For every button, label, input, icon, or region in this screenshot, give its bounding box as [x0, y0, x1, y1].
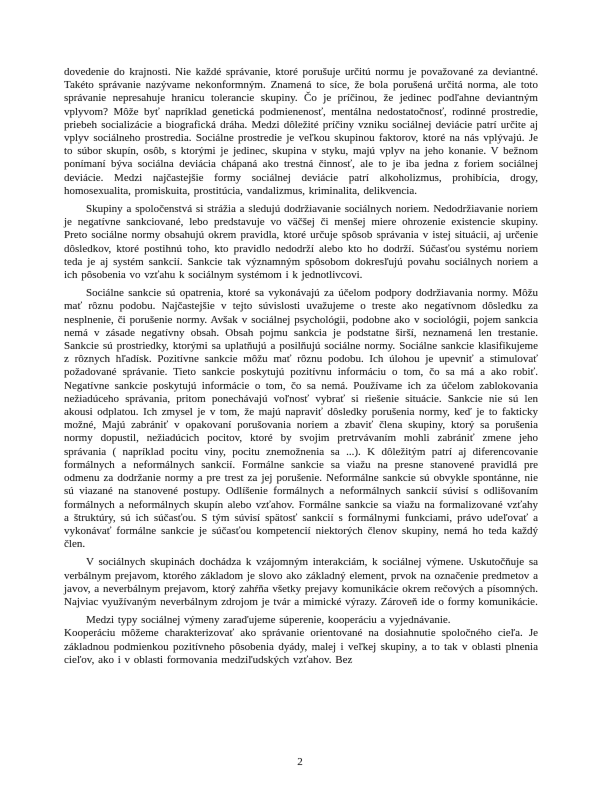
paragraph: Kooperáciu môžeme charakterizovať ako správanie orientované na dosiahnutie spoločného cieľa. Je základnou podmienkou pozitívneho pôsobenia dyády, malej i veľkej skupiny, a to tak v oblasti plnenia cieľov, ako i v oblasti formovania medziľudských vzťahov. Bez	[64, 627, 538, 666]
page-number: 2	[297, 756, 303, 768]
paragraph: Skupiny a spoločenstvá si strážia a sledujú dodržiavanie sociálnych noriem. Nedodržiavanie noriem je negatívne sankciované, lebo predstavuje vo väčšej či menšej miere ohrozenie existencie skupiny. Preto sociálne normy obsahujú okrem pravidla, ktoré určuje spôsob správania v istej situácii, aj určenie dôsledkov, ktoré postihnú toho, kto pravidlo nedodrží alebo kto ho dodrží. Súčasťou systému noriem teda je aj systém sankcií. Sankcie tak významným spôsobom dokresľujú povahu sociálnych noriem a ich pôsobenia vo vzťahu k sociálnym systémom i k jednotlivcovi.	[64, 203, 538, 282]
paragraph: Medzi typy sociálnej výmeny zaraďujeme súperenie, kooperáciu a vyjednávanie.	[86, 614, 451, 627]
paragraph: Sociálne sankcie sú opatrenia, ktoré sa vykonávajú za účelom podpory dodržiavania normy. Môžu mať rôznu podobu. Najčastejšie v tejto súvislosti uvažujeme o treste ako negatívnom dôsledku za nesplnenie, či porušenie normy. Avšak v sociálnej psychológii, podobne ako v sociológii, pojem sankcia nemá v zásade negatívny obsah. Obsah pojmu sankcia je podstatne širší, neznamená len trestanie. Sankcie sú prostriedky, ktorými sa uplatňujú a posilňujú sociálne normy. Sociálne sankcie klasifikujeme z rôznych hľadísk. Pozitívne sankcie môžu mať rôznu podobu. Ich úlohou je upevniť a stimulovať požadované správanie. Tieto sankcie poskytujú pozitívnu informáciu o tom, čo sa má a ako robiť. Negatívne sankcie poskytujú informácie o tom, čo sa nemá. Používame ich za účelom zablokovania nežiadúceho správania, pritom ponechávajú voľnosť vybrať si riešenie situácie. Sankcie nie sú len akousi odplatou. Ich zmysel je v tom, že majú napraviť dôsledky porušenia normy, keď je to fakticky možné, Majú zabrániť v opakovaní porušovania noriem a zbaviť člena skupiny, ktorý sa porušenia normy dopustil, nežiadúcich pocitov, ktoré by svojim pretrvávaním mohli zabrániť zmene jeho správania ( napríklad pocitu viny, pocitu znemožnenia sa ...). K dôležitým patrí aj diferencovanie formálnych a neformálnych sankcií. Formálne sankcie sa viažu na presne stanovené pravidlá pre odmenu za dodržanie normy a pre trest za jej porušenie. Neformálne sankcie sú obvykle spontánne, nie sú viazané na stanovené postupy. Odlíšenie formálnych a neformálnych sankcií súvisí s odlišovaním formálnych a neformálnych skupín alebo vzťahov. Formálne sankcie sa viažu na formalizované vzťahy a štruktúry, sú ich súčasťou. S tým súvisí spätosť sankcií s formálnymi funkciami, právo udeľovať a vykonávať formálne sankcie je súčasťou kompetencií niektorých členov skupiny, nemá ho teda každý člen.	[64, 287, 538, 551]
paragraph: V sociálnych skupinách dochádza k vzájomným interakciám, k sociálnej výmene. Uskutočňuje sa verbálnym prejavom, ktorého základom je slovo ako základný element, prvok na označenie predmetov a javov, a neverbálnym prejavom, ktorý zahŕňa všetky prejavy komunikácie okrem rečových a písomných. Najviac využívaným neverbálnym zdrojom je tvár a mimické výrazy. Zároveň ide o formy komunikácie.	[64, 556, 538, 608]
page-body	[64, 66, 538, 667]
paragraph: dovedenie do krajnosti. Nie každé správanie, ktoré porušuje určitú normu je považované za deviantné. Takéto správanie nazývame nekonformným. Znamená to síce, že bola porušená určitá norma, ale toto správanie nepresahuje hranicu tolerancie skupiny. Čo je príčinou, že jedinec podľahne deviantným vplyvom? Môže byť napríklad genetická podmienenosť, mentálna nedostatočnosť, rodinné prostredie, priebeh socializácie a biografická dráha. Medzi dôležité príčiny vzniku sociálnej deviácie patrí určite aj vplyv sociálneho prostredia. Sociálne prostredie je veľkou skupinou faktorov, ktoré na nás vplývajú. Je to súbor skupín, osôb, s ktorými je jedinec, skupina v styku, majú vplyv na jeho konanie. V bežnom ponímaní býva sociálna deviácia chápaná ako trestná činnosť, ale to je iba jedna z foriem sociálnej deviácie. Medzi najčastejšie formy sociálnej deviácie patrí alkoholizmus, prohibícia, drogy, homosexualita, promiskuita, prostitúcia, vandalizmus, kriminalita, delikvencia.	[64, 66, 538, 197]
